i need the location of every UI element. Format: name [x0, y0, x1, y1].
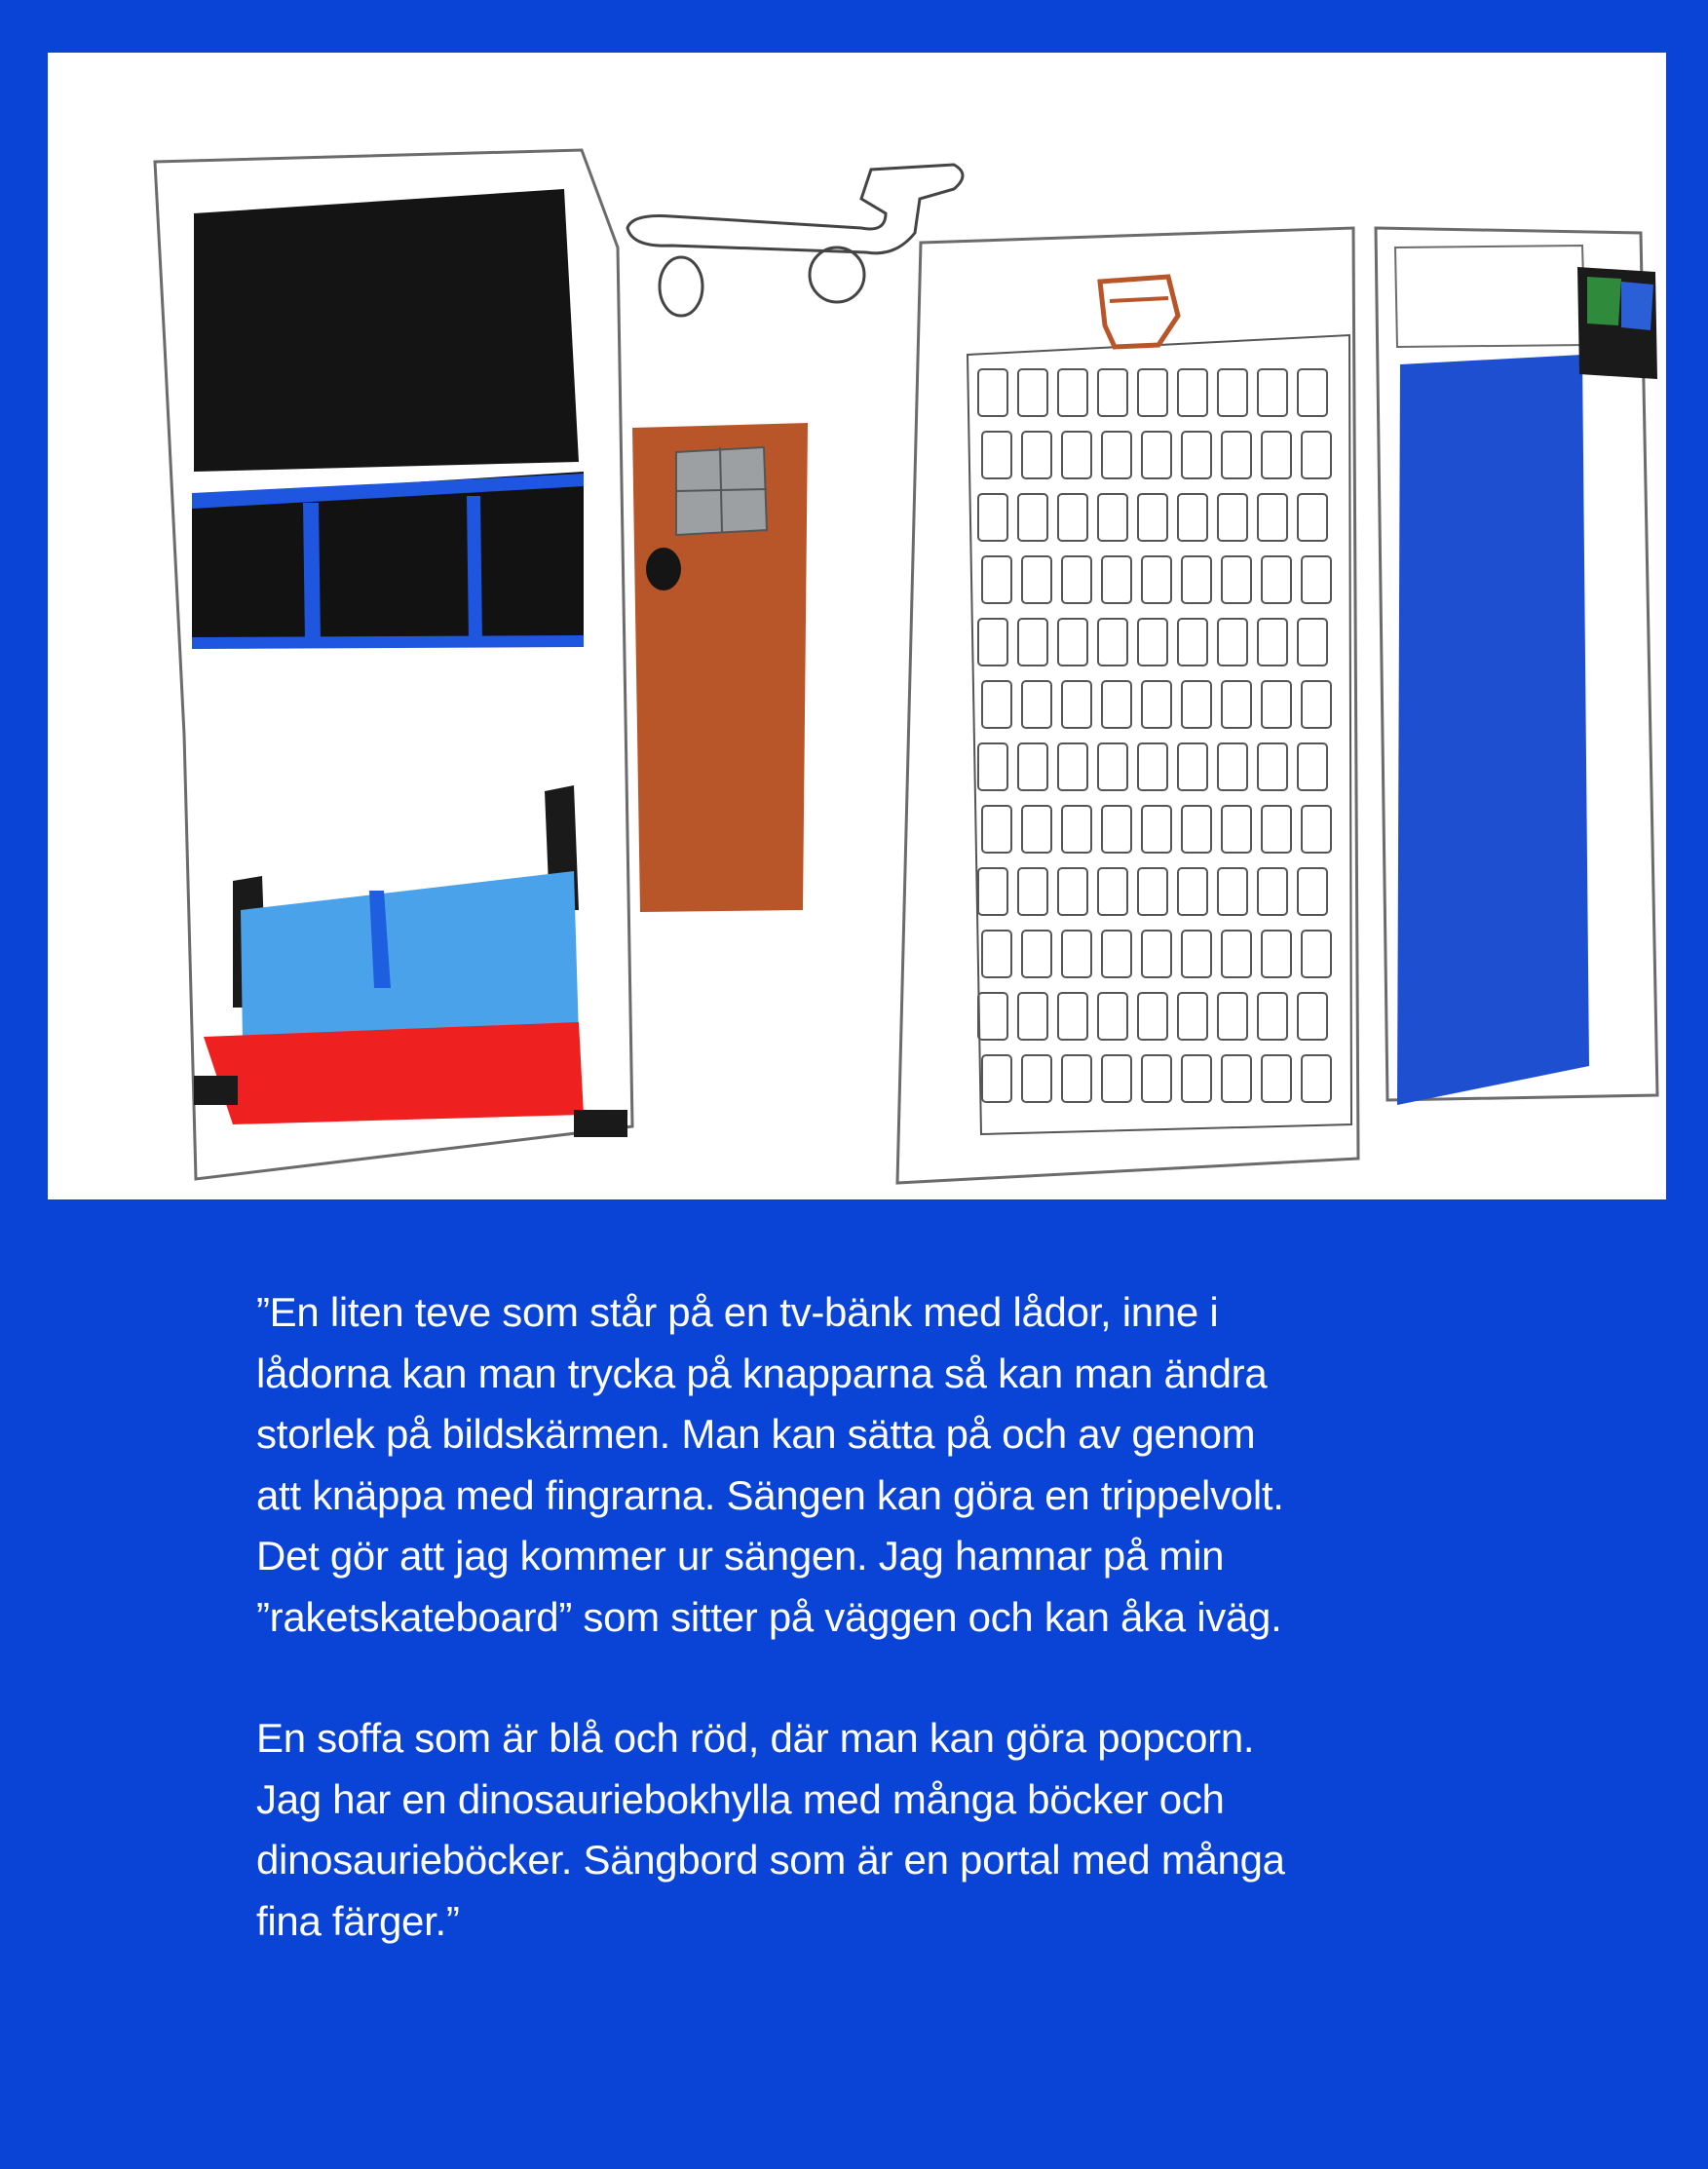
book — [1142, 556, 1171, 603]
book — [1298, 619, 1327, 666]
story-text — [256, 1282, 1484, 1952]
book — [982, 681, 1011, 728]
book — [1142, 1055, 1171, 1102]
book — [1298, 993, 1327, 1040]
book — [1222, 1055, 1251, 1102]
paragraph-1-line-1: ”En liten teve som står på en tv-bänk med lådor, inne i — [256, 1289, 1219, 1335]
book — [1258, 494, 1287, 541]
book — [1058, 494, 1087, 541]
book — [1138, 619, 1167, 666]
paragraph-2 — [256, 1708, 1484, 1952]
paragraph-2-line-3: dinosaurieböcker. Sängbord som är en portal med många — [256, 1837, 1285, 1883]
paragraph-1-line-4: att knäppa med fingrarna. Sängen kan göra en trippelvolt. — [256, 1471, 1284, 1518]
book — [1262, 931, 1291, 977]
book — [1138, 993, 1167, 1040]
book — [1262, 1055, 1291, 1102]
book — [1142, 681, 1171, 728]
book — [1062, 556, 1091, 603]
book — [1058, 868, 1087, 915]
book — [1018, 369, 1047, 416]
book — [1258, 619, 1287, 666]
book — [1102, 806, 1131, 853]
book — [1018, 743, 1047, 790]
book — [1258, 743, 1287, 790]
book — [1298, 868, 1327, 915]
book — [1222, 681, 1251, 728]
book — [978, 993, 1007, 1040]
book — [1178, 868, 1207, 915]
paragraph-2-line-1: En soffa som är blå och röd, där man kan göra popcorn. — [256, 1715, 1255, 1761]
book — [1062, 681, 1091, 728]
book — [1098, 619, 1127, 666]
book — [1182, 681, 1211, 728]
book — [1222, 806, 1251, 853]
paragraph-2-line-4: fina färger.” — [256, 1897, 460, 1944]
dinosaur-icon — [1100, 277, 1178, 347]
book — [1062, 931, 1091, 977]
book — [1182, 556, 1211, 603]
book — [1258, 369, 1287, 416]
book — [1138, 494, 1167, 541]
paragraph-2-line-2: Jag har en dinosauriebokhylla med många böcker och — [256, 1775, 1225, 1822]
book — [1218, 619, 1247, 666]
book — [982, 806, 1011, 853]
book — [1142, 806, 1171, 853]
book — [1178, 369, 1207, 416]
book — [1218, 743, 1247, 790]
book — [1102, 556, 1131, 603]
book — [1018, 868, 1047, 915]
book — [1298, 369, 1327, 416]
book — [1062, 1055, 1091, 1102]
book — [1302, 806, 1331, 853]
book — [1022, 556, 1051, 603]
paragraph-1-line-5: Det gör att jag kommer ur sängen. Jag hamnar på min — [256, 1533, 1225, 1579]
book — [1178, 743, 1207, 790]
book — [1182, 432, 1211, 478]
book — [1102, 1055, 1131, 1102]
book — [1218, 868, 1247, 915]
book — [1218, 494, 1247, 541]
paragraph-1-line-6: ”raketskateboard” som sitter på väggen och kan åka iväg. — [256, 1593, 1282, 1640]
book — [1058, 369, 1087, 416]
book — [1022, 931, 1051, 977]
book — [1018, 619, 1047, 666]
book — [1262, 681, 1291, 728]
book — [1302, 931, 1331, 977]
book — [1018, 494, 1047, 541]
skateboard-icon — [627, 165, 963, 316]
book — [1138, 743, 1167, 790]
paragraph-1 — [256, 1282, 1484, 1648]
book — [1298, 743, 1327, 790]
book — [978, 369, 1007, 416]
book — [1022, 1055, 1051, 1102]
book — [1098, 868, 1127, 915]
paragraph-gap — [256, 1648, 1484, 1708]
book — [982, 556, 1011, 603]
book — [1142, 931, 1171, 977]
book — [1138, 868, 1167, 915]
book — [1218, 369, 1247, 416]
book — [1102, 432, 1131, 478]
book — [978, 494, 1007, 541]
book — [1222, 432, 1251, 478]
book — [1062, 806, 1091, 853]
book — [1182, 1055, 1211, 1102]
book — [1262, 432, 1291, 478]
book — [982, 432, 1011, 478]
book — [1058, 743, 1087, 790]
book — [1262, 806, 1291, 853]
book — [1302, 681, 1331, 728]
book — [1178, 494, 1207, 541]
book — [1182, 806, 1211, 853]
book — [1178, 619, 1207, 666]
book — [1298, 494, 1327, 541]
book — [1058, 619, 1087, 666]
book — [1098, 743, 1127, 790]
door-icon — [632, 423, 808, 912]
book — [1022, 681, 1051, 728]
book — [1098, 369, 1127, 416]
book — [1262, 556, 1291, 603]
book — [1102, 681, 1131, 728]
book — [978, 619, 1007, 666]
book — [1302, 1055, 1331, 1102]
child-drawing — [48, 53, 1666, 1199]
book — [1258, 993, 1287, 1040]
portal-icon — [1577, 267, 1657, 379]
tv-bench-icon — [192, 472, 584, 649]
book — [1058, 993, 1087, 1040]
book — [1218, 993, 1247, 1040]
book — [1138, 369, 1167, 416]
bookshelf-books — [978, 369, 1331, 1102]
book — [1258, 868, 1287, 915]
paragraph-1-line-2: lådorna kan man trycka på knapparna så kan man ändra — [256, 1350, 1268, 1396]
book — [1222, 556, 1251, 603]
book — [1018, 993, 1047, 1040]
book — [1098, 494, 1127, 541]
book — [978, 868, 1007, 915]
book — [1142, 432, 1171, 478]
book — [1022, 432, 1051, 478]
book — [1178, 993, 1207, 1040]
book — [1098, 993, 1127, 1040]
book — [1022, 806, 1051, 853]
drawing-canvas — [48, 53, 1666, 1199]
book — [982, 1055, 1011, 1102]
paragraph-1-line-3: storlek på bildskärmen. Man kan sätta på och av genom — [256, 1411, 1256, 1457]
sofa-icon — [194, 785, 627, 1137]
book — [978, 743, 1007, 790]
book — [1182, 931, 1211, 977]
book — [1222, 931, 1251, 977]
book — [982, 931, 1011, 977]
book — [1102, 931, 1131, 977]
book — [1302, 432, 1331, 478]
book — [1062, 432, 1091, 478]
book — [1302, 556, 1331, 603]
